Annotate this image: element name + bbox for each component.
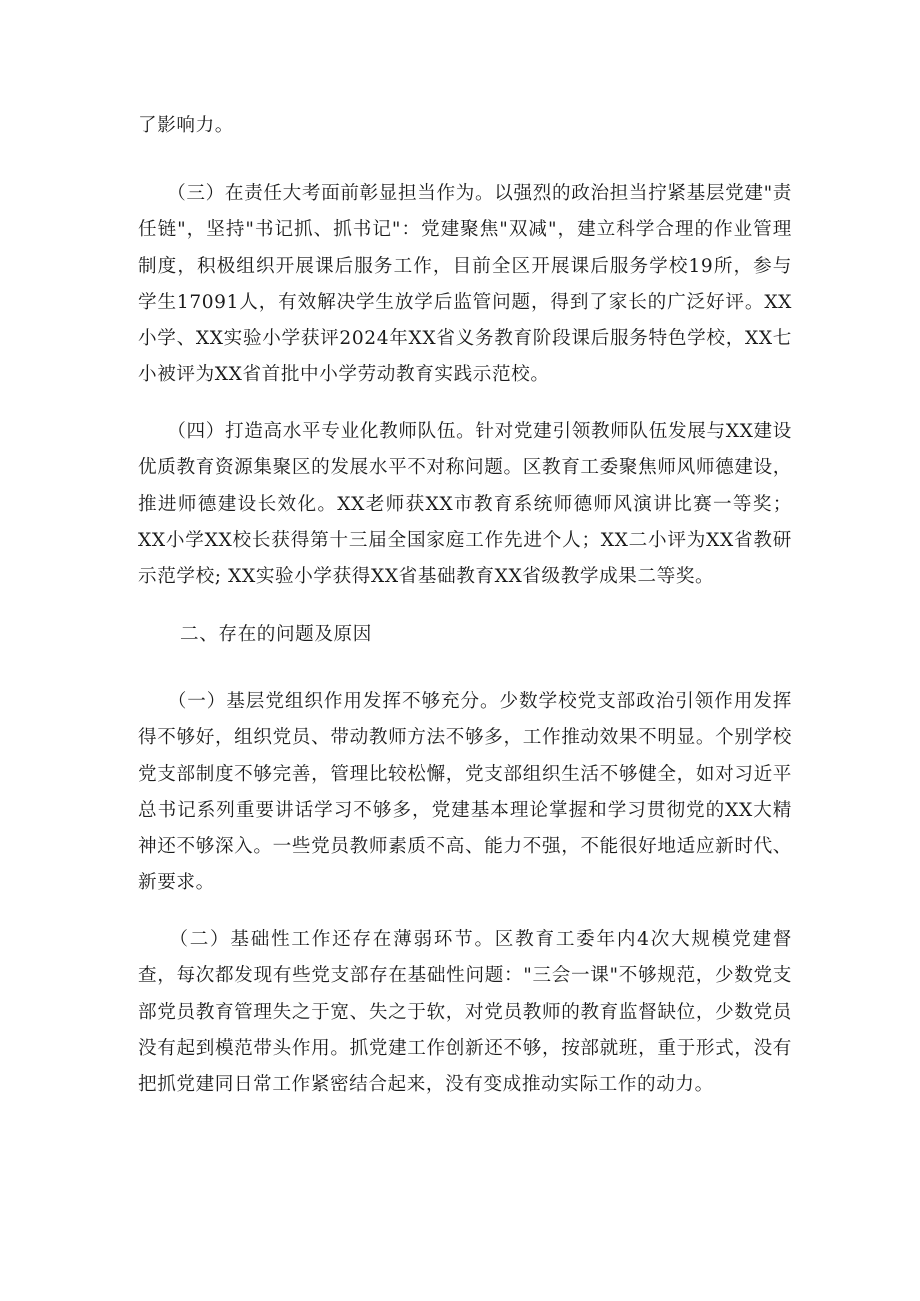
paragraph-section-four: （四）打造高水平专业化教师队伍。针对党建引领教师队伍发展与XX建设优质教育资源集聚区的发展水平不对称问题。区教育工委聚焦师风师德建设，推进师德建设长效化。XX老师获XX市教育系统师德师风演讲比赛一等奖；XX小学XX校长获得第十三届全国家庭工作先进个人；XX二小评为XX省教研示范学校; XX实验小学获得XX省基础教育XX省级教学成果二等奖。 — [138, 421, 792, 588]
paragraph-continuation: 了影响力。 — [138, 115, 234, 136]
paragraph-section-three: （三）在责任大考面前彰显担当作为。以强烈的政治担当拧紧基层党建"责任链"，坚持"书记抓、抓书记"：党建聚焦"双减"，建立科学合理的作业管理制度，积极组织开展课后服务工作，目前全区开展课后服务学校19所，参与学生17091人，有效解决学生放学后监管问题，得到了家长的广泛好评。XX小学、XX实验小学获评2024年XX省义务教育阶段课后服务特色学校，XX七小被评为XX省首批中小学劳动教育实践示范校。 — [138, 183, 792, 386]
paragraph-problem-one: （一）基层党组织作用发挥不够充分。少数学校党支部政治引领作用发挥得不够好，组织党员、带动教师方法不够多，工作推动效果不明显。个别学校党支部制度不够完善，管理比较松懈，党支部组织生活不够健全，如对习近平总书记系列重要讲话学习不够多，党建基本理论掌握和学习贯彻党的XX大精神还不够深入。一些党员教师素质不高、能力不强，不能很好地适应新时代、新要求。 — [138, 691, 792, 894]
paragraph-problem-two: （二）基础性工作还存在薄弱环节。区教育工委年内4次大规模党建督查，每次都发现有些党支部存在基础性问题："三会一课"不够规范，少数党支部党员教育管理失之于宽、失之于软，对党员教师的教育监督缺位，少数党员没有起到模范带头作用。抓党建工作创新还不够，按部就班，重于形式，没有把抓党建同日常工作紧密结合起来，没有变成推动实际工作的动力。 — [138, 929, 792, 1096]
heading-problems-and-causes: 二、存在的问题及原因 — [180, 624, 372, 645]
